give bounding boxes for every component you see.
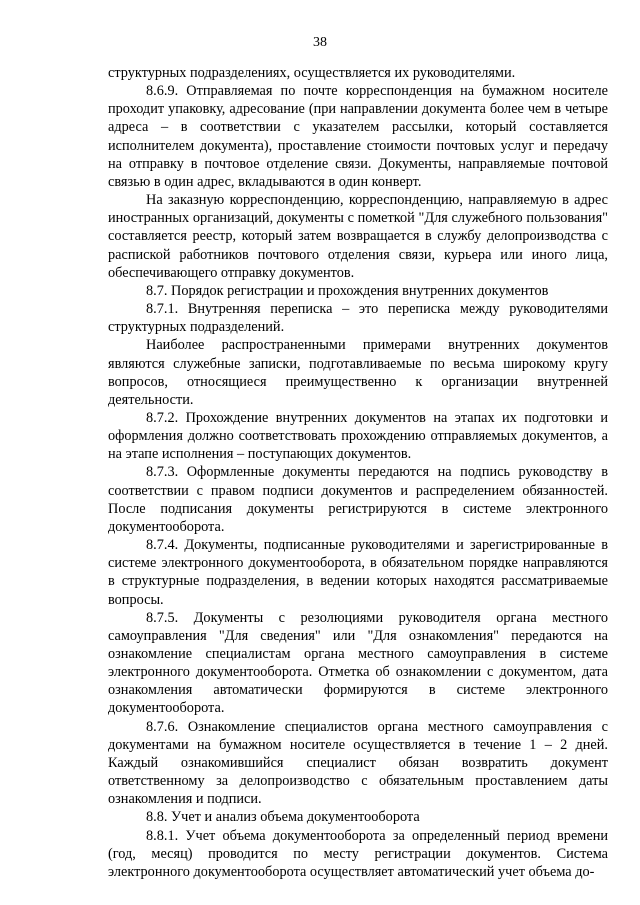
paragraph-8-6-9: 8.6.9. Отправляемая по почте корреспонденция на бумажном носителе проходит упаковку, адресование (при направлении документа более чем в четыре адреса – в соответствии с указателем рассылки, который составляется исполнителем документа), проставление стоимости почтовых услуг и передачу на отправку в почтовое отделение связи. Документы, направляемые почтовой связью в один адрес, вкладываются в один конверт.: [108, 83, 608, 190]
paragraph-8-7-3: 8.7.3. Оформленные документы передаются на подпись руководству в соответствии с правом подписи документов и распределением обязанностей. После подписания документы регистрируются в системе электронного документооборота.: [108, 464, 608, 535]
paragraph-registered-mail: На заказную корреспонденцию, корреспонденцию, направляемую в адрес иностранных организаций, документы с пометкой "Для служебного пользования" составляется реестр, который затем возвращается в службу делопроизводства с распиской работников почтового отделения связи, курьера или иного лица, обеспечивающего отправку документов.: [108, 192, 608, 281]
section-heading-8-8: 8.8. Учет и анализ объема документооборота: [146, 809, 420, 826]
paragraph-8-7-2: 8.7.2. Прохождение внутренних документов на этапах их подготовки и оформления должно соответствовать прохождению отправляемых документов, а на этапе исполнения – поступающих документов.: [108, 409, 608, 463]
page-number: 38: [313, 35, 327, 50]
paragraph-8-7-6: 8.7.6. Ознакомление специалистов органа местного самоуправления с документами на бумажном носителе осуществляется в течение 1 – 2 дней. Каждый ознакомившийся специалист обязан возвратить документ ответственному за делопроизводство с обязательным проставлением даты ознакомления и подписи.: [108, 718, 608, 808]
paragraph-internal-examples: Наиболее распространенными примерами внутренних документов являются служебные записки, подготавливаемые по весьма широкому кругу вопросов, относящиеся преимущественно к организации внутренней деятельности.: [108, 337, 608, 408]
paragraph-8-7-1: 8.7.1. Внутренняя переписка – это переписка между руководителями структурных подразделений.: [108, 301, 608, 336]
paragraph-continuation: структурных подразделениях, осуществляется их руководителями.: [108, 65, 516, 81]
paragraph-8-7-4: 8.7.4. Документы, подписанные руководителями и зарегистрированные в системе электронного документооборота, в обязательном порядке направляются в структурные подразделения, в ведении которых находятся рассматриваемые вопросы.: [108, 537, 608, 608]
document-body: [108, 64, 608, 881]
paragraph-8-7-5: 8.7.5. Документы с резолюциями руководителя органа местного самоуправления "Для сведения" или "Для ознакомления" передаются на ознакомление специалистам органа местного самоуправления в системе электронного документооборота. Отметка об ознакомлении с документом, дата ознакомления автоматически формируются в системе электронного документооборота.: [108, 609, 608, 717]
paragraph-8-8-1: 8.8.1. Учет объема документооборота за определенный период времени (год, месяц) проводится по месту регистрации документов. Система электронного документооборота осуществляет автоматический учет объема до-: [108, 827, 608, 880]
section-heading-8-7: 8.7. Порядок регистрации и прохождения внутренних документов: [146, 282, 549, 299]
